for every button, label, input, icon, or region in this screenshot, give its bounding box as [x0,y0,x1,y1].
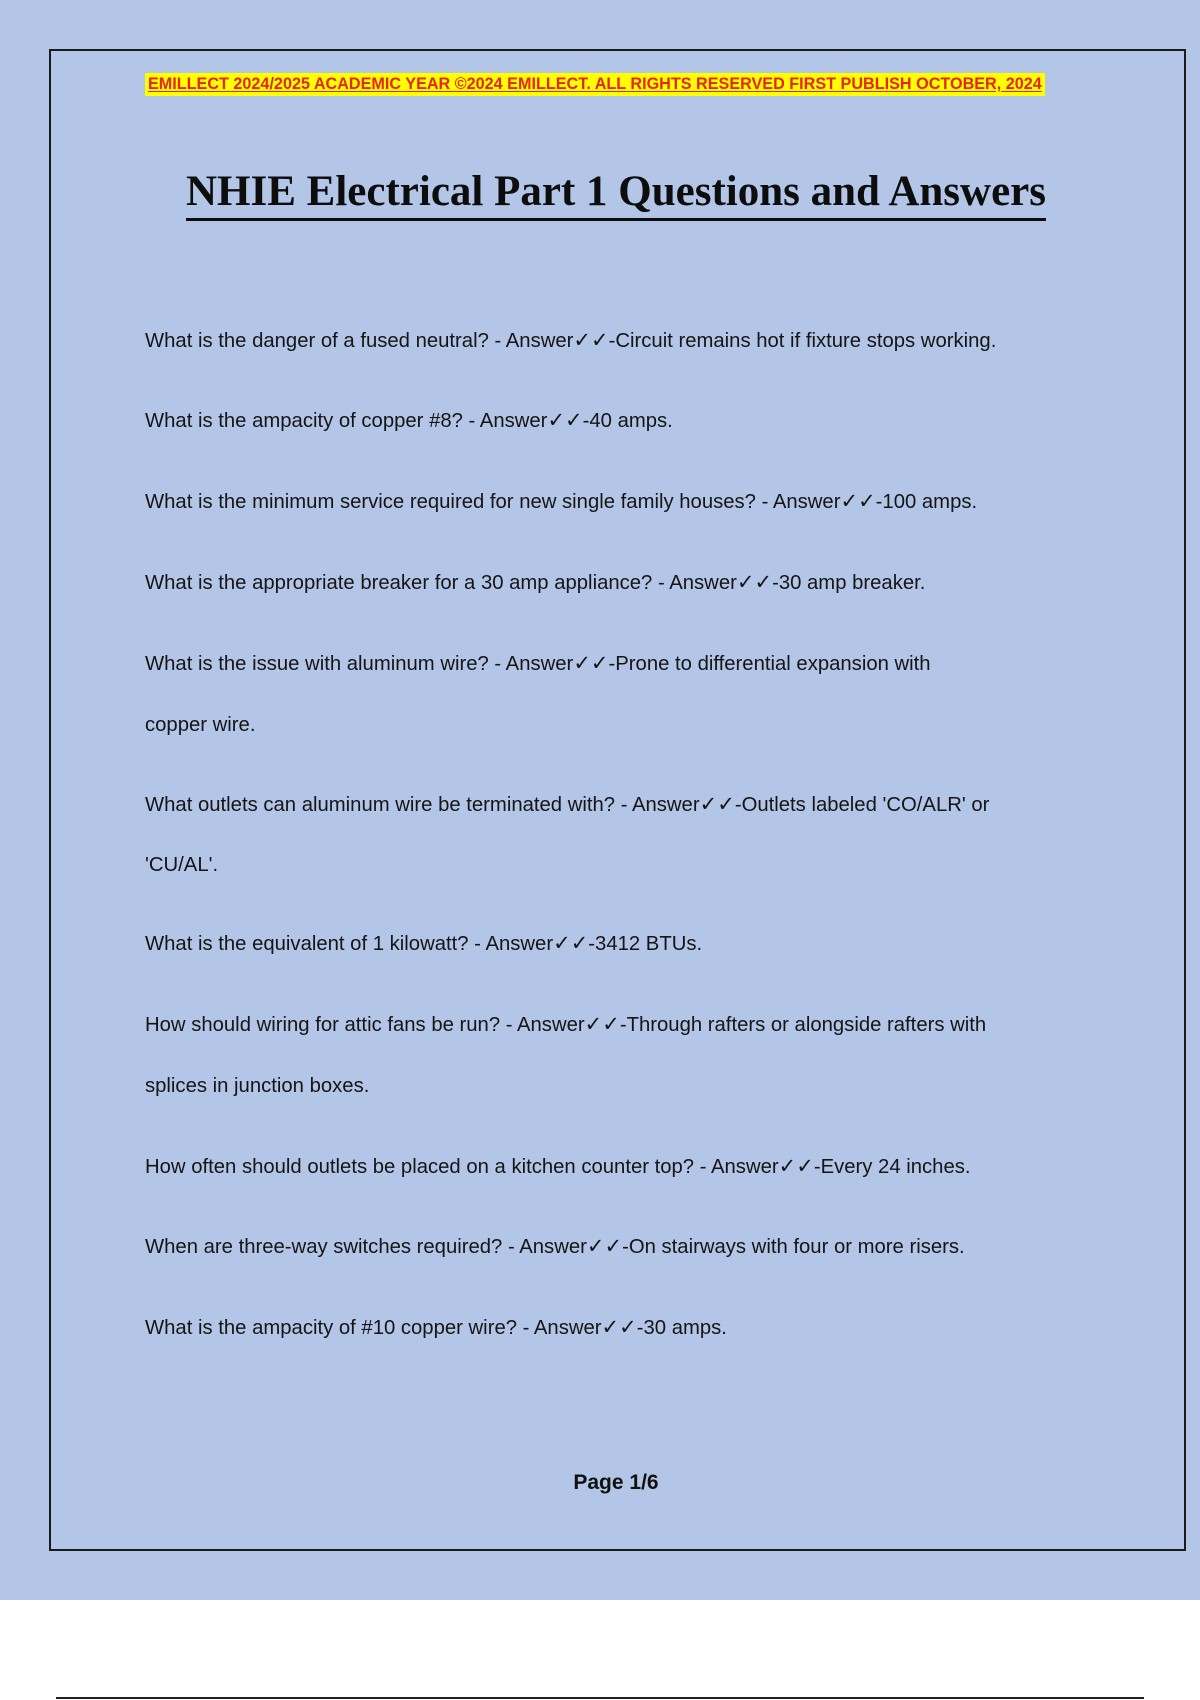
check-mark-icon: ✓✓ [573,651,609,675]
check-mark-icon: ✓✓ [586,1234,623,1258]
page-number: Page 1/6 [573,1471,659,1494]
check-mark-icon: ✓✓ [736,570,773,594]
document-title-row [0,164,1200,221]
qa-item-2: What is the ampacity of copper #8? - Answer✓✓-40 amps. [145,408,673,432]
qa-item-4: What is the appropriate breaker for a 30 amp appliance? - Answer✓✓-30 amp breaker. [145,570,926,594]
document-title: NHIE Electrical Part 1 Questions and Answers [186,167,1046,221]
qa-item-10: When are three-way switches required? - Answer✓✓-On stairways with four or more risers. [145,1234,965,1258]
qa-item-7: What is the equivalent of 1 kilowatt? - Answer✓✓-3412 BTUs. [145,931,703,955]
qa-item-9: How often should outlets be placed on a kitchen counter top? - Answer✓✓-Every 24 inches. [145,1154,971,1178]
check-mark-icon: ✓✓ [573,328,609,352]
check-mark-icon: ✓✓ [699,792,735,816]
qa-item-1: What is the danger of a fused neutral? - Answer✓✓-Circuit remains hot if fixture stops working. [145,328,997,352]
footer-divider [56,1697,1144,1699]
check-mark-icon: ✓✓ [547,408,583,432]
qa-item-11: What is the ampacity of #10 copper wire? - Answer✓✓-30 amps. [145,1315,727,1339]
qa-item-8-continued: splices in junction boxes. [145,1075,370,1097]
check-mark-icon: ✓✓ [601,1315,637,1339]
check-mark-icon: ✓✓ [778,1154,814,1178]
check-mark-icon: ✓✓ [840,489,876,513]
qa-item-8: How should wiring for attic fans be run? - Answer✓✓-Through rafters or alongside rafters with [145,1012,987,1036]
copyright-banner: EMILLECT 2024/2025 ACADEMIC YEAR ©2024 EMILLECT. ALL RIGHTS RESERVED FIRST PUBLISH OCTOBER, 2024 [145,73,1045,96]
qa-item-6-continued: 'CU/AL'. [145,854,219,876]
check-mark-icon: ✓✓ [584,1012,620,1036]
qa-item-5: What is the issue with aluminum wire? - Answer✓✓-Prone to differential expansion with [145,651,931,675]
qa-item-6: What outlets can aluminum wire be terminated with? - Answer✓✓-Outlets labeled 'CO/ALR' or [145,792,990,816]
check-mark-icon: ✓✓ [553,931,589,955]
qa-item-3: What is the minimum service required for new single family houses? - Answer✓✓-100 amps. [145,489,978,513]
qa-item-5-continued: copper wire. [145,714,256,736]
